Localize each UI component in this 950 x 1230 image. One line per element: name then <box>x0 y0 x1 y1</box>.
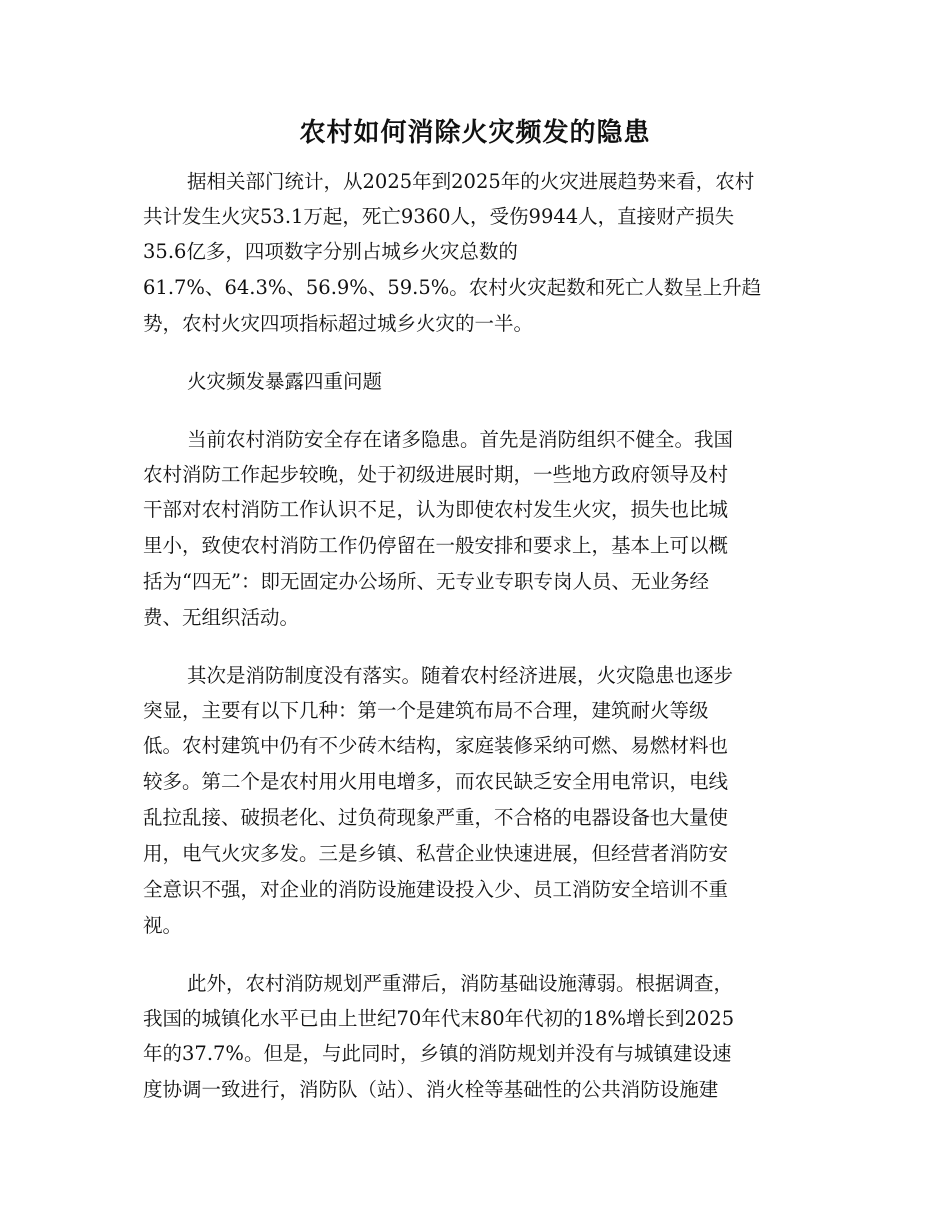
paragraph-3-line-4: 较多。第二个是农村用火用电增多，而农民缺乏安全用电常识，电线 <box>143 770 729 793</box>
paragraph-4-line-1: 此外，农村消防规划严重滞后，消防基础设施薄弱。根据调查， <box>187 972 734 995</box>
paragraph-3-line-1: 其次是消防制度没有落实。随着农村经济进展，火灾隐患也逐步 <box>187 664 734 687</box>
paragraph-3-line-5: 乱拉乱接、破损老化、过负荷现象严重，不合格的电器设备也大量使 <box>143 806 729 829</box>
paragraph-1-line-5: 势，农村火灾四项指标超过城乡火灾的一半。 <box>143 312 534 335</box>
document-title: 农村如何消除火灾频发的隐患 <box>299 118 651 148</box>
paragraph-2-line-5: 括为“四无”：即无固定办公场所、无专业专职专岗人员、无业务经 <box>143 570 709 593</box>
paragraph-1-line-3: 35.6亿多，四项数字分别占城乡火灾总数的 <box>143 240 518 263</box>
paragraph-3-line-6: 用，电气火灾多发。三是乡镇、私营企业快速进展，但经营者消防安 <box>143 842 729 865</box>
paragraph-1-line-2: 共计发生火灾53.1万起，死亡9360人，受伤9944人，直接财产损失 <box>143 205 735 228</box>
paragraph-2-line-1: 当前农村消防安全存在诸多隐患。首先是消防组织不健全。我国 <box>187 428 734 451</box>
paragraph-2-line-6: 费、无组织活动。 <box>143 606 300 629</box>
paragraph-4-line-2: 我国的城镇化水平已由上世纪70年代末80年代初的18%增长到2025 <box>143 1007 735 1030</box>
paragraph-3-line-8: 视。 <box>143 914 183 937</box>
paragraph-1-line-4: 61.7%、64.3%、56.9%、59.5%。农村火灾起数和死亡人数呈上升趋 <box>143 276 762 299</box>
paragraph-1-line-1: 据相关部门统计，从2025年到2025年的火灾进展趋势来看，农村 <box>187 170 755 193</box>
paragraph-2-line-2: 农村消防工作起步较晚，处于初级进展时期，一些地方政府领导及村 <box>143 463 729 486</box>
paragraph-4-line-3: 年的37.7%。但是，与此同时，乡镇的消防规划并没有与城镇建设速 <box>143 1042 732 1065</box>
paragraph-2-line-4: 里小，致使农村消防工作仍停留在一般安排和要求上，基本上可以概 <box>143 534 729 557</box>
paragraph-3-line-2: 突显，主要有以下几种：第一个是建筑布局不合理，建筑耐火等级 <box>143 699 709 722</box>
section-heading: 火灾频发暴露四重问题 <box>187 370 383 393</box>
paragraph-3-line-7: 全意识不强，对企业的消防设施建设投入少、员工消防安全培训不重 <box>143 878 729 901</box>
paragraph-4-line-4: 度协调一致进行，消防队（站）、消火栓等基础性的公共消防设施建 <box>143 1078 719 1101</box>
paragraph-3-line-3: 低。农村建筑中仍有不少砖木结构，家庭装修采纳可燃、易燃材料也 <box>143 734 729 757</box>
paragraph-2-line-3: 干部对农村消防工作认识不足，认为即使农村发生火灾，损失也比城 <box>143 498 729 521</box>
